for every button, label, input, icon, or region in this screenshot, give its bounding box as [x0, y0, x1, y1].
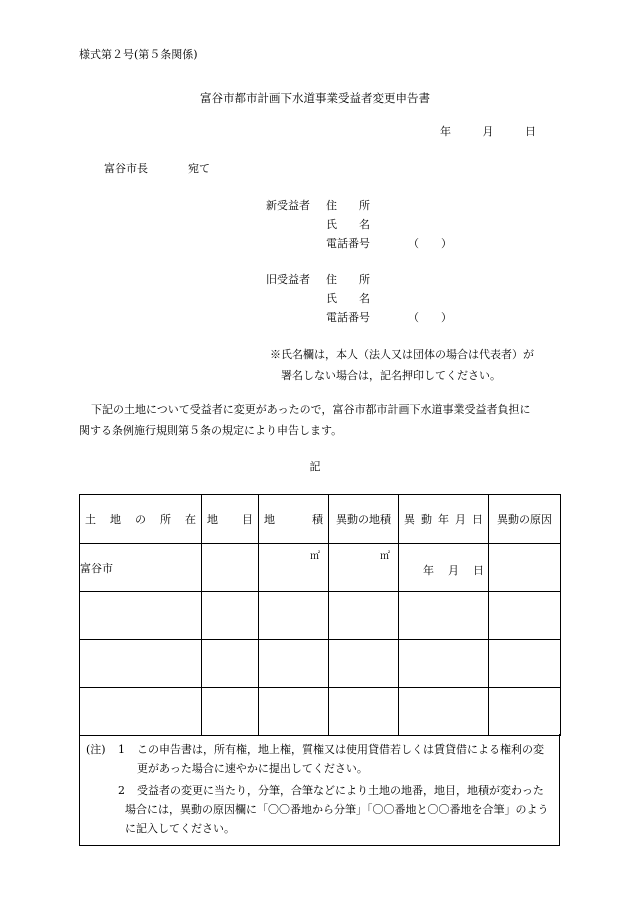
new-beneficiary-label: 新受益者 — [266, 199, 310, 212]
note-item2-line1: 受益者の変更に当たり，分筆，合筆などにより土地の地番，地目，地積が変わった — [137, 784, 544, 797]
header-change-reason: 異動の原因 — [489, 495, 561, 544]
cell-location[interactable] — [80, 592, 202, 640]
cell-area[interactable] — [259, 544, 329, 592]
addressee — [104, 163, 210, 174]
table-row — [80, 640, 561, 688]
note-item1-line2: 更があった場合に速やかに提出してください。 — [137, 762, 368, 775]
cell-area[interactable] — [259, 688, 329, 736]
cell-chimoku[interactable] — [202, 688, 259, 736]
cell-chimoku[interactable] — [202, 640, 259, 688]
date-year: 年 — [440, 125, 451, 138]
new-phone-label: 電話番号 — [326, 237, 370, 250]
cell-location[interactable]: 富谷市 — [80, 544, 202, 592]
cell-chimoku[interactable] — [202, 592, 259, 640]
land-table — [79, 494, 561, 736]
table-row — [80, 688, 561, 736]
addressee-name: 富谷市長 — [104, 162, 148, 175]
date-month: 月 — [482, 125, 494, 138]
unit-label: ㎡ — [380, 551, 390, 562]
page-title: 富谷市都市計画下水道事業受益者変更申告書 — [200, 91, 430, 105]
old-phone-label: 電話番号 — [326, 311, 370, 324]
date-day: 日 — [525, 125, 536, 138]
cell-change-reason[interactable] — [489, 592, 561, 640]
cell-area-change[interactable] — [329, 688, 399, 736]
note-item2-line3: に記入してください。 — [125, 822, 235, 835]
new-name-label: 氏 名 — [326, 218, 370, 231]
form-number: 様式第２号(第５条関係) — [79, 48, 198, 61]
new-address-label: 住 所 — [326, 199, 370, 212]
note-item2-number: 2 — [118, 784, 125, 797]
cell-area[interactable] — [259, 592, 329, 640]
note-item1-line1: この申告書は，所有権，地上権，質権又は使用貸借若しくは賃貸借による権利の変 — [137, 743, 544, 756]
cell-area-change[interactable] — [329, 640, 399, 688]
signature-note-line1: ※氏名欄は，本人（法人又は団体の場合は代表者）が — [270, 348, 534, 361]
ki-heading: 記 — [309, 460, 321, 473]
cell-area[interactable] — [259, 640, 329, 688]
cell-change-reason[interactable] — [489, 544, 561, 592]
cell-location[interactable] — [80, 688, 202, 736]
cell-change-date[interactable] — [399, 688, 489, 736]
unit-label: ㎡ — [310, 551, 320, 562]
new-phone-paren: （ ） — [408, 237, 452, 250]
header-location: 土 地 の 所 在 — [80, 495, 202, 544]
header-area: 地 積 — [259, 495, 329, 544]
table-header-row — [80, 495, 561, 544]
header-change-date: 異 動 年 月 日 — [399, 495, 489, 544]
old-phone-paren: （ ） — [408, 311, 452, 324]
table-row — [80, 592, 561, 640]
cell-chimoku[interactable] — [202, 544, 259, 592]
old-address-label: 住 所 — [326, 273, 370, 286]
cell-change-date[interactable]: 年 月 日 — [399, 544, 489, 592]
body-text-line2: 関する条例施行規則第５条の規定により申告します。 — [79, 424, 343, 437]
signature-note-line2: 署名しない場合は，記名押印してください。 — [281, 369, 501, 382]
old-beneficiary-label: 旧受益者 — [266, 273, 310, 286]
notes-box — [79, 734, 560, 846]
header-chimoku: 地 目 — [202, 495, 259, 544]
note-item2-line2: 場合には，異動の原因欄に「〇〇番地から分筆」「〇〇番地と〇〇番地を合筆」のよう — [125, 803, 549, 816]
table-row — [80, 544, 561, 592]
cell-change-reason[interactable] — [489, 688, 561, 736]
submission-date — [440, 126, 536, 137]
cell-location[interactable] — [80, 640, 202, 688]
old-name-label: 氏 名 — [326, 292, 370, 305]
note-item1-number: 1 — [118, 743, 125, 756]
cell-change-date[interactable] — [399, 640, 489, 688]
header-area-change: 異動の地積 — [329, 495, 399, 544]
cell-change-date[interactable] — [399, 592, 489, 640]
addressee-suffix: 宛て — [188, 162, 210, 175]
notes-label: (注) — [86, 743, 106, 756]
body-text-line1: 下記の土地について受益者に変更があったので，富谷市都市計画下水道事業受益者負担に — [91, 403, 531, 416]
cell-change-reason[interactable] — [489, 640, 561, 688]
cell-area-change[interactable] — [329, 592, 399, 640]
cell-area-change[interactable] — [329, 544, 399, 592]
